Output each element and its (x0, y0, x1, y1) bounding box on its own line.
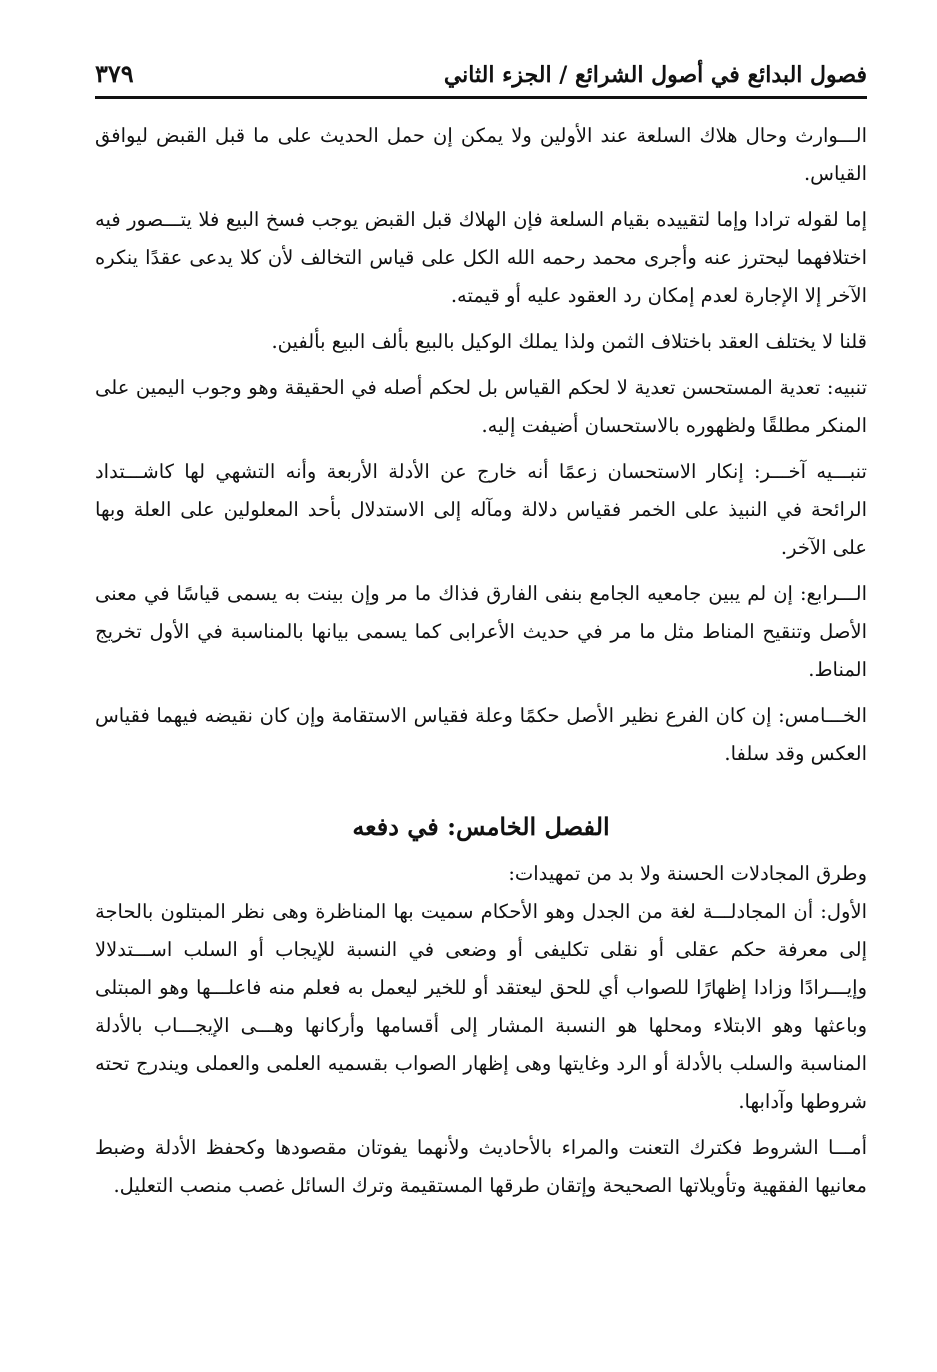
paragraph-continuation: الـــوارث وحال هلاك السلعة عند الأولين ولا يمكن إن حمل الحديث على ما قبل القبض ليوافق القياس. (95, 124, 867, 185)
paragraph-qulna: قلنا لا يختلف العقد باختلاف الثمن ولذا يملك الوكيل بالبيع بألف البيع بألفين. (271, 330, 867, 353)
paragraph-shurut: أمـــا الشروط فكترك التعنت والمراء بالأحاديث ولأنهما يفوتان مقصودها وكحفظ الأدلة وضبط معانيها الفقهية وتأويلاتها الصحيحة وإتقان طرقها المستقيمة وترك السائل غصب منصب التعليل. (95, 1136, 867, 1197)
section-heading: الفصل الخامس: في دفعه (352, 812, 610, 841)
paragraph-khamis: الخـــامس: إن كان الفرع نظير الأصل حكمًا وعلة فقياس الاستقامة وإن كان نقيضه فيهما فقياس العكس وقد سلفا. (95, 704, 867, 765)
book-title: فصول البدائع في أصول الشرائع / الجزء الثاني (443, 62, 867, 88)
paragraph-intro: وطرق المجادلات الحسنة ولا بد من تمهيدات: (508, 862, 867, 885)
paragraph-tanbih-akhar: تنبـــيه آخـــر: إنكار الاستحسان زعمًا أنه خارج عن الأدلة الأربعة وأنه التشهي لها كاشـــتداد الرائحة في النبيذ على الخمر فقياس دلالة ومآله إلى الاستدلال بأحد المعلولين على العلة وبها على الآخر. (95, 460, 867, 559)
paragraph-awwal: الأول: أن المجادلـــة لغة من الجدل وهو الأحكام سميت بها المناظرة وهى نظر المبتلون بالحاجة إلى معرفة حكم عقلى أو نقلى تكليفى أو وضعى في النسبة للإيجاب أو السلب اســـتدلالا وإيـــرادًا وزادا إظهارًا للصواب أي للحق ليعتقد أو للخير ليعمل به فعلم منه فاعلـــها وهو المبتلى وباعثها وهو الابتلاء ومحلها هو النسبة المشار إلى أقسامها وأركانها وهـــى الإيجـــاب بالأدلة المناسبة والسلب بالأدلة أو الرد وغايتها وهى إظهار الصواب بقسميه العلمى والعملى ويندرج تحته شروطها وآدابها. (95, 900, 867, 1113)
paragraph-taradda: إما لقوله ترادا وإما لتقييده بقيام السلعة فإن الهلاك قبل القبض يوجب فسخ البيع فلا يتـــصور فيه اختلافهما ليحترز عنه وأجرى محمد رحمه الله الكل على قياس التخالف لأن كلا يدعى عقدًا ينكره الآخر إلا الإجارة لعدم إمكان رد العقود عليه أو قيمته. (95, 208, 867, 307)
header-divider (95, 96, 867, 99)
book-page (95, 48, 867, 1213)
paragraph-rabi: الـــرابع: إن لم يبين جامعيه الجامع بنفى الفارق فذاك ما مر وإن بينت به يسمى قياسًا في معنى الأصل وتنقيح المناط مثل ما مر في حديث الأعرابى كما يسمى بيانها بالمناسبة في الأول تخريج المناط. (95, 582, 867, 681)
running-header (95, 48, 867, 88)
page-number: ٣٧٩ (95, 59, 134, 88)
paragraph-tanbih: تنبيه: تعدية المستحسن تعدية لا لحكم القياس بل لحكم أصله في الحقيقة وهو وجوب اليمين على المنكر مطلقًا ولظهوره بالاستحسان أضيفت إليه. (95, 376, 867, 437)
